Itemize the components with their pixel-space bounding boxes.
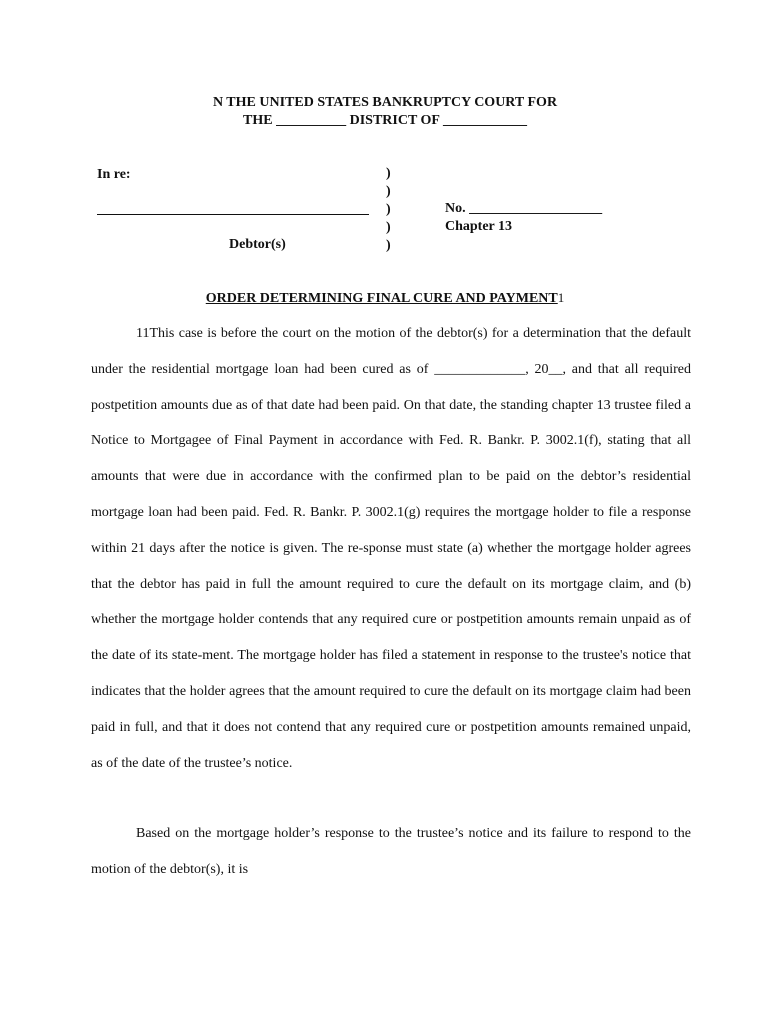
caption-paren: )	[386, 184, 391, 199]
court-header-line-2: THE __________ DISTRICT OF ____________	[243, 113, 527, 128]
caption-paren: )	[386, 202, 391, 217]
case-number: No. ___________________	[445, 201, 603, 216]
court-header-line-1: N THE UNITED STATES BANKRUPTCY COURT FOR	[212, 95, 558, 110]
body-paragraph-1	[91, 316, 691, 781]
paragraph-text: Based on the mortgage holder’s response to the trustee’s notice and its failure to respond to the motion of the debtor(s), it is	[91, 826, 691, 877]
caption-parentheses	[386, 165, 391, 255]
debtor-label: Debtor(s)	[229, 237, 286, 252]
in-re-label: In re:	[97, 167, 131, 182]
caption-paren: )	[386, 220, 391, 235]
paragraph-text: 11This case is before the court on the motion of the debtor(s) for a determination that the default under the residential mortgage loan had been cured as of _____________, 20__, and that all required postpetition amounts due as of that date had been paid. On that date, the standing chapter 13 trustee filed a Notice to Mortgagee of Final Payment in accordance with Fed. R. Bankr. P. 3002.1(f), stating that all amounts that were due in accordance with the confirmed plan to be paid on the debtor’s residential mortgage loan had been paid. Fed. R. Bankr. P. 3002.1(g) requires the mortgage holder to file a response within 21 days after the notice is given. The re-sponse must state (a) whether the mortgage holder agrees that the debtor has paid in full the amount required to cure the default on its mortgage claim, and (b) whether the mortgage holder contends that any required cure or postpetition amounts remain unpaid as of the date of its state-ment. The mortgage holder has filed a statement in response to the trustee's notice that indicates that the holder agrees that the amount required to cure the default on its mortgage claim had been paid in full, and that it does not contend that any required cure or postpetition amounts remained unpaid, as of the date of the trustee’s notice.	[91, 326, 691, 771]
order-title-text: ORDER DETERMINING FINAL CURE AND PAYMENT	[205, 291, 558, 306]
order-title	[0, 290, 770, 307]
chapter-label: Chapter 13	[445, 219, 513, 234]
debtor-name-line	[97, 214, 369, 215]
body-paragraph-2	[91, 816, 691, 888]
footnote-marker: 1	[557, 290, 565, 305]
caption-paren: )	[386, 166, 391, 181]
caption-paren: )	[386, 238, 391, 253]
